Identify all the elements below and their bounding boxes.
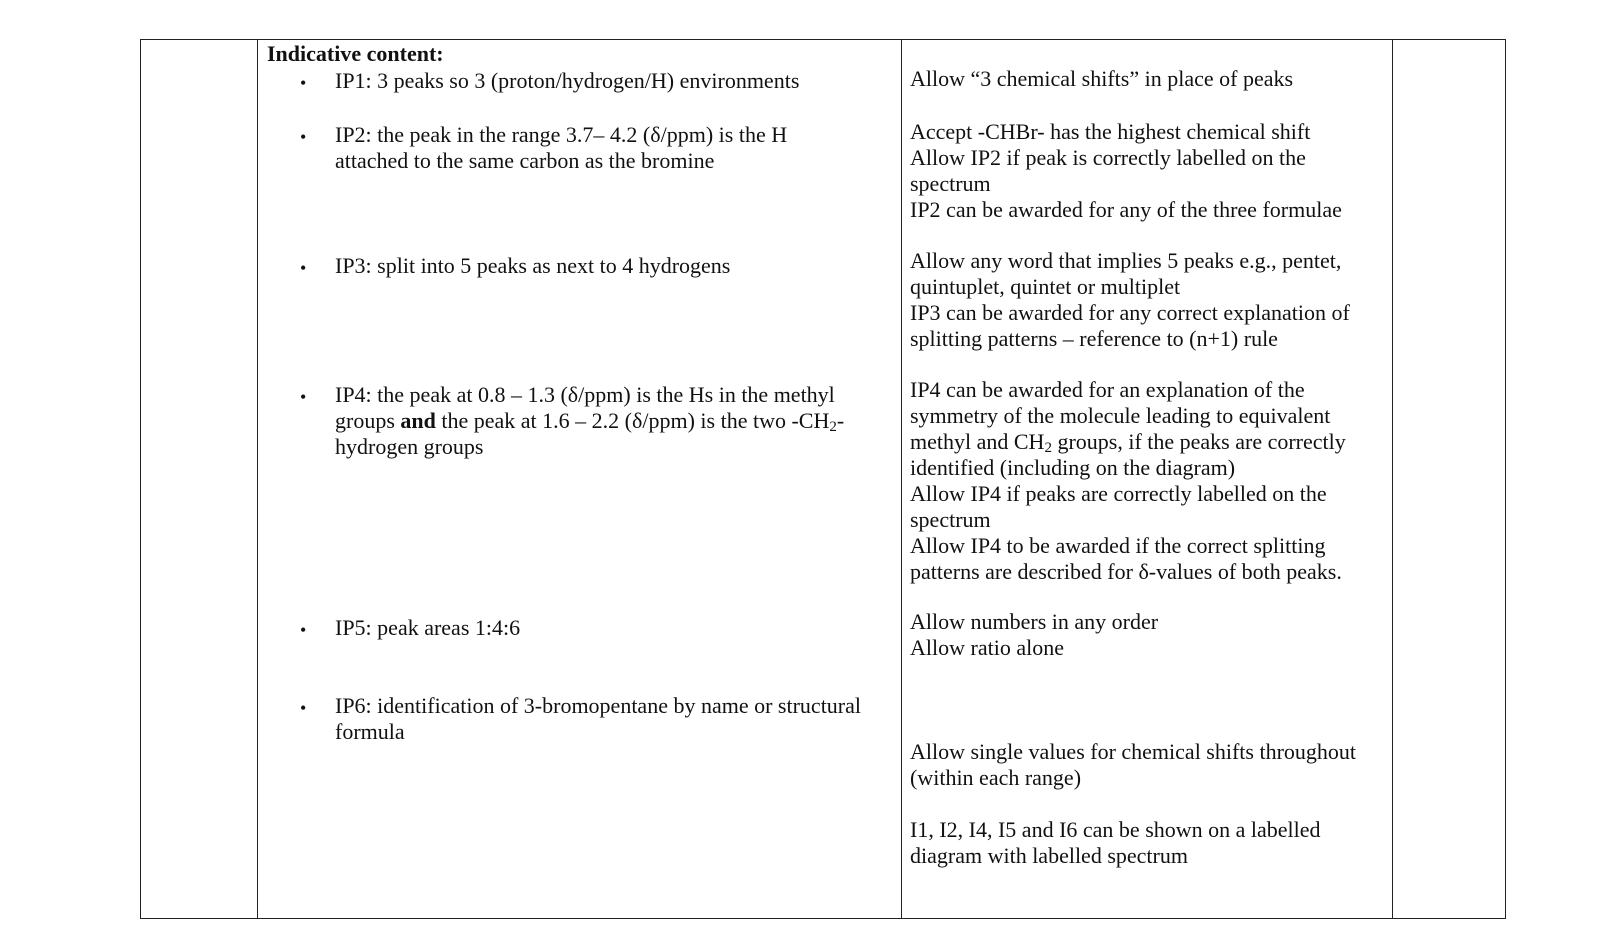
point-ip3: IP3: split into 5 peaks as next to 4 hydrogens: [335, 253, 731, 278]
bullet-icon: •: [300, 620, 307, 640]
guidance-ip3-line: quintuplet, quintet or multiplet: [910, 274, 1181, 299]
guidance-ip4-line: methyl and $CH_2$ groups, if the peaks are correctly: [910, 429, 1346, 456]
column-divider: [257, 40, 258, 918]
point-ip6-line: IP6: identification of 3-bromopentane by name or structural: [335, 693, 862, 718]
guidance-ip4-line: symmetry of the molecule leading to equivalent: [910, 403, 1331, 428]
guidance-ip3-line: IP3 can be awarded for any correct explanation of: [910, 300, 1350, 325]
guidance-general-line: I1, I2, I4, I5 and I6 can be shown on a labelled: [910, 817, 1321, 842]
bold-and: and: [400, 408, 436, 433]
guidance-ip5-line: Allow ratio alone: [910, 635, 1064, 660]
point-ip4-line: groups and the peak at 1.6 – 2.2 (δ/ppm) is the two $-CH_2-$: [335, 408, 845, 435]
indicative-content-heading: Indicative content:: [267, 41, 444, 66]
guidance-ip3-line: splitting patterns – reference to (n+1) rule: [910, 326, 1278, 351]
point-ip2-line: IP2: the peak in the range 3.7– 4.2 (δ/ppm) is the H: [335, 122, 788, 147]
guidance-ip2-line: spectrum: [910, 171, 991, 196]
guidance-ip4-line: Allow IP4 to be awarded if the correct splitting: [910, 533, 1326, 558]
guidance-ip5-line: Allow numbers in any order: [910, 609, 1159, 634]
guidance-ip3-line: Allow any word that implies 5 peaks e.g., pentet,: [910, 248, 1342, 273]
guidance-ip4-line: identified (including on the diagram): [910, 455, 1236, 480]
column-divider: [901, 40, 902, 918]
guidance-ip2-line: Allow IP2 if peak is correctly labelled on the: [910, 145, 1306, 170]
guidance-general-line: diagram with labelled spectrum: [910, 843, 1188, 868]
guidance-ip4-line: IP4 can be awarded for an explanation of the: [910, 377, 1305, 402]
guidance-ip1: Allow “3 chemical shifts” in place of peaks: [910, 66, 1294, 91]
point-ip4-line: IP4: the peak at 0.8 – 1.3 (δ/ppm) is the Hs in the methyl: [335, 382, 835, 407]
bullet-icon: •: [300, 127, 307, 147]
point-ip1: IP1: 3 peaks so 3 (proton/hydrogen/H) environments: [335, 68, 800, 93]
guidance-ip2-line: IP2 can be awarded for any of the three formulae: [910, 197, 1342, 222]
bullet-icon: •: [300, 73, 307, 93]
guidance-ip4-line: Allow IP4 if peaks are correctly labelled on the: [910, 481, 1327, 506]
bullet-icon: •: [300, 387, 307, 407]
point-ip2-line: attached to the same carbon as the bromine: [335, 148, 715, 173]
point-ip5: IP5: peak areas 1:4:6: [335, 615, 521, 640]
guidance-general-line: (within each range): [910, 765, 1082, 790]
guidance-ip2-line: Accept -CHBr- has the highest chemical shift: [910, 119, 1311, 144]
bullet-icon: •: [300, 258, 307, 278]
point-ip4-line: hydrogen groups: [335, 434, 484, 459]
guidance-ip4-line: spectrum: [910, 507, 991, 532]
point-ip6-line: formula: [335, 719, 405, 744]
bullet-icon: •: [300, 698, 307, 718]
column-divider: [1392, 40, 1393, 918]
guidance-ip4-line: patterns are described for δ-values of both peaks.: [910, 559, 1342, 584]
guidance-general-line: Allow single values for chemical shifts throughout: [910, 739, 1357, 764]
